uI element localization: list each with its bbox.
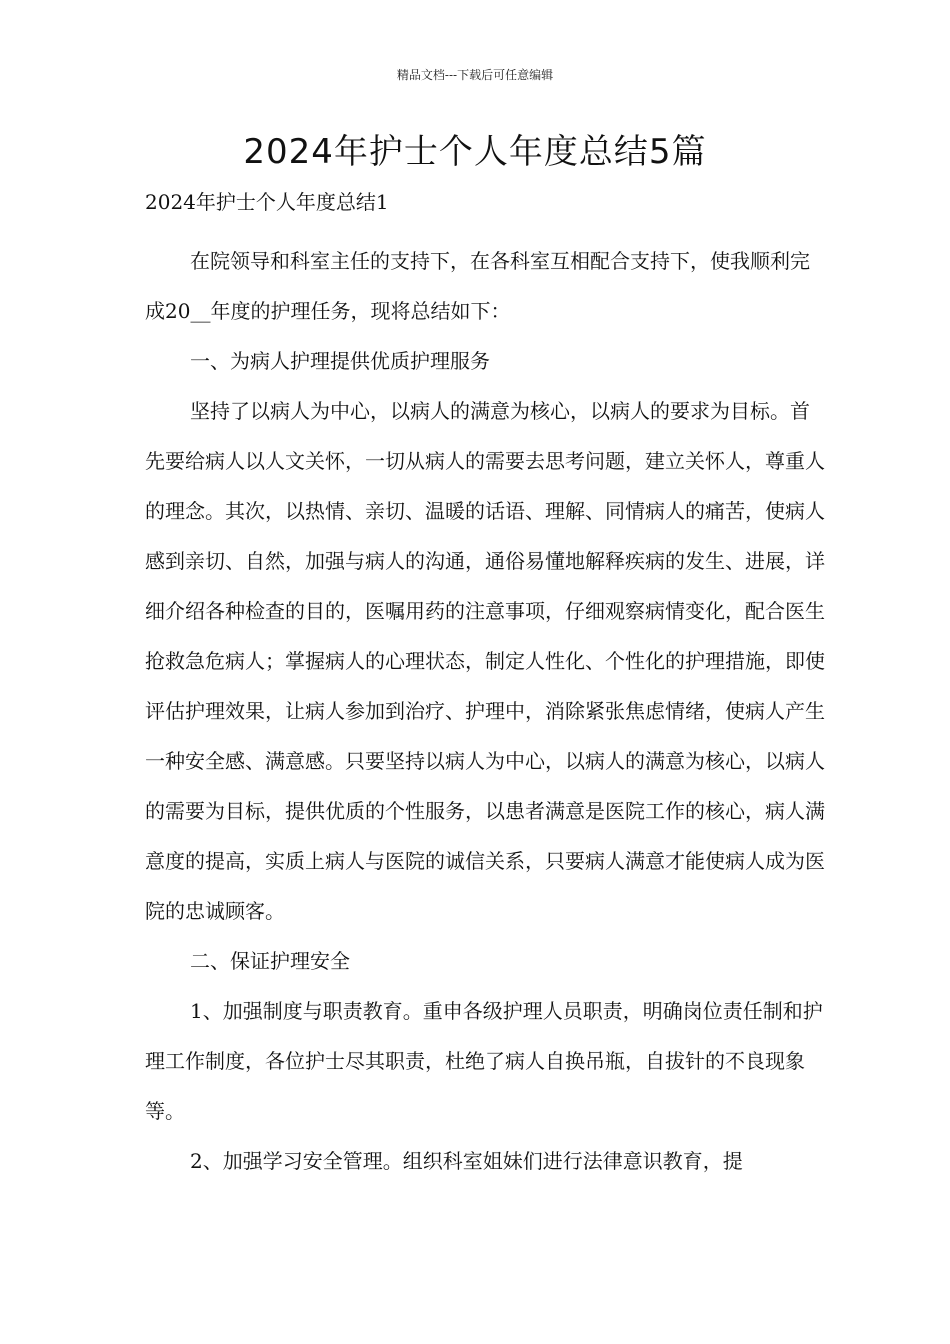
body-paragraph: 2、加强学习安全管理。组织科室姐妹们进行法律意识教育，提	[190, 1149, 743, 1173]
body-paragraph: 坚持了以病人为中心，以病人的满意为核心，以病人的要求为目标。首先要给病人以人文关怀，一切从病人的需要去思考问题，建立关怀人，尊重人的理念。其次，以热情、亲切、温暖的话语、理解、同情病人的痛苦，使病人感到亲切、自然，加强与病人的沟通，通俗易懂地解释疾病的发生、进展，详细介绍各种检查的目的，医嘱用药的注意事项，仔细观察病情变化，配合医生抢救急危病人；掌握病人的心理状态，制定人性化、个性化的护理措施，即使评估护理效果，让病人参加到治疗、护理中，消除紧张焦虑情绪，使病人产生一种安全感、满意感。只要坚持以病人为中心，以病人的满意为核心，以病人的需要为目标，提供优质的个性服务，以患者满意是医院工作的核心，病人满意度的提高，实质上病人与医院的诚信关系，只要病人满意才能使病人成为医院的忠诚顾客。	[145, 399, 825, 923]
section-heading-1: 一、为病人护理提供优质护理服务	[190, 349, 490, 373]
section-subtitle: 2024年护士个人年度总结1	[145, 190, 389, 214]
page-header: 精品文档---下载后可任意编辑	[396, 68, 554, 82]
document-title: 2024年护士个人年度总结5篇	[243, 132, 707, 172]
section-heading-2: 二、保证护理安全	[190, 949, 350, 973]
document-body	[145, 188, 825, 1186]
body-paragraph: 1、加强制度与职责教育。重申各级护理人员职责，明确岗位责任制和护理工作制度，各位护士尽其职责，杜绝了病人自换吊瓶，自拔针的不良现象等。	[145, 999, 823, 1123]
intro-paragraph: 在院领导和科室主任的支持下，在各科室互相配合支持下，使我顺利完成20__年度的护理任务，现将总结如下：	[145, 249, 810, 323]
